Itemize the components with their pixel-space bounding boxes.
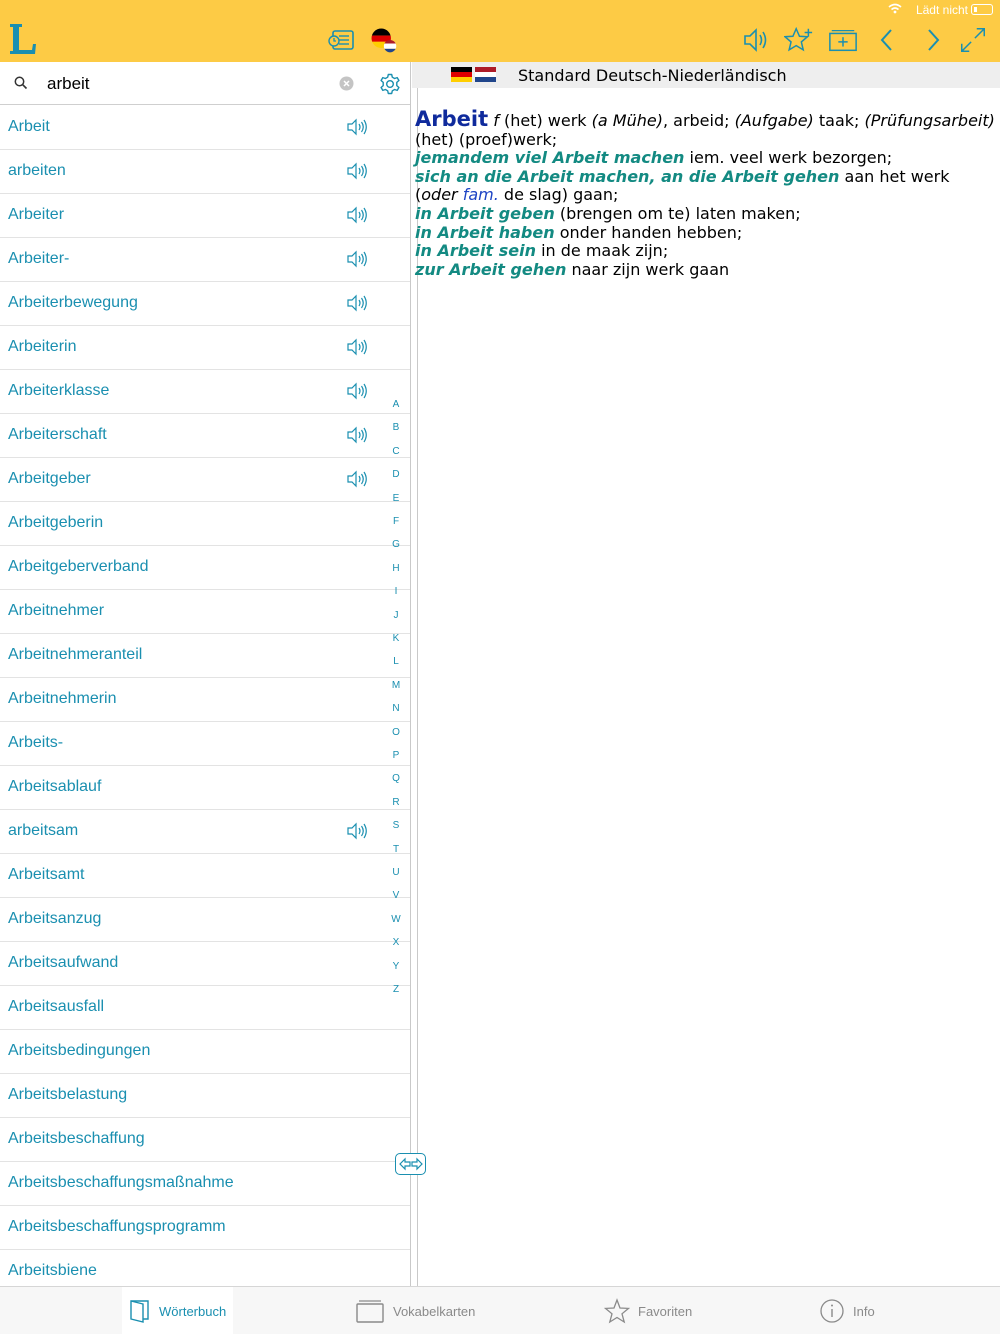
battery-status-label: Lädt nicht: [915, 3, 968, 17]
add-flashcard-icon[interactable]: [828, 24, 858, 56]
gender-label: f: [493, 111, 499, 130]
word-list-item[interactable]: [0, 590, 410, 634]
word-label: Arbeitnehmerin: [8, 690, 117, 707]
word-label: Arbeitsbedingungen: [8, 1042, 151, 1059]
alphabet-index-letter[interactable]: A: [392, 399, 400, 410]
word-label: Arbeitgeber: [8, 470, 91, 487]
alphabet-index-letter[interactable]: M: [391, 679, 401, 691]
word-label: Arbeitsbiene: [8, 1262, 97, 1279]
sense-label: (Aufgabe): [734, 111, 814, 130]
translation: (het) werk: [503, 111, 587, 130]
alphabet-index-letter[interactable]: O: [392, 726, 400, 738]
word-list-item[interactable]: [0, 1030, 410, 1074]
pronunciation-speaker-icon[interactable]: [346, 294, 368, 316]
example-translation: de slag) gaan;: [503, 185, 619, 205]
pronunciation-speaker-icon[interactable]: [346, 470, 368, 492]
alphabet-index-letter[interactable]: H: [392, 562, 400, 574]
word-label: Arbeitsbeschaffung: [8, 1130, 145, 1147]
sense-label: (Prüfungsarbeit): [864, 111, 995, 130]
word-list-item[interactable]: [0, 1074, 410, 1118]
alphabet-index-letter[interactable]: V: [392, 890, 400, 902]
alphabet-index-letter[interactable]: R: [392, 796, 400, 808]
search-icon: [14, 76, 28, 90]
tab-vokabelkarten[interactable]: [355, 1287, 475, 1334]
alphabet-index-letter[interactable]: J: [393, 609, 399, 621]
settings-gear-icon[interactable]: [379, 73, 401, 95]
alphabet-index-letter[interactable]: P: [392, 750, 400, 761]
german-flag-icon: [451, 67, 472, 82]
example-translation: naar zijn werk gaan: [571, 259, 730, 279]
battery-icon: [971, 4, 993, 15]
example-translation: onder handen hebben;: [559, 222, 743, 242]
word-label: Arbeitgeberin: [8, 514, 104, 531]
alphabet-index-letter[interactable]: D: [392, 469, 400, 481]
word-label: Arbeitsablauf: [8, 778, 102, 795]
dictionary-header: [412, 62, 1000, 88]
word-label: Arbeiterin: [8, 338, 77, 355]
tab-favoriten[interactable]: [604, 1287, 692, 1334]
word-list-item[interactable]: [0, 282, 410, 326]
example-phrase: zur Arbeit gehen: [415, 259, 567, 279]
word-label: Arbeit: [8, 118, 50, 135]
clear-search-icon[interactable]: [339, 76, 354, 91]
top-bar: [0, 0, 1000, 62]
word-label: Arbeiterklasse: [8, 382, 110, 399]
headword: Arbeit: [415, 107, 489, 131]
word-list-item[interactable]: [0, 898, 410, 942]
word-label: Arbeitsanzug: [8, 910, 102, 927]
wifi-icon: [888, 3, 902, 14]
sense-label: (a Mühe): [591, 111, 663, 130]
word-label: Arbeits-: [8, 734, 64, 751]
previous-entry-icon[interactable]: [872, 24, 902, 56]
word-list-item[interactable]: [0, 150, 410, 194]
alphabet-index-letter[interactable]: G: [392, 539, 400, 551]
add-favorite-icon[interactable]: [784, 24, 814, 56]
translation: , arbeid;: [662, 111, 730, 130]
word-list-item[interactable]: [0, 678, 410, 722]
alphabet-index-letter[interactable]: I: [394, 586, 398, 598]
alphabet-index-letter[interactable]: S: [392, 820, 400, 832]
word-list-item[interactable]: [0, 854, 410, 898]
register-label: fam.: [462, 185, 499, 205]
tab-bar: [0, 1286, 1000, 1334]
star-icon: [604, 1298, 630, 1324]
language-switch-icon[interactable]: [368, 24, 398, 56]
sense-label: oder: [421, 185, 458, 205]
tab-label: Favoriten: [638, 1303, 693, 1319]
example-translation: iem. veel werk bezorgen;: [689, 148, 893, 168]
word-label: Arbeitgeberverband: [8, 558, 149, 575]
panel-resize-handle[interactable]: [395, 1153, 426, 1175]
tab-info[interactable]: [819, 1287, 875, 1334]
alphabet-index-letter[interactable]: T: [392, 843, 400, 855]
search-bar: [0, 62, 410, 105]
word-label: arbeitsam: [8, 822, 79, 839]
word-list-item[interactable]: [0, 414, 410, 458]
alphabet-index-letter[interactable]: B: [392, 422, 400, 434]
history-icon[interactable]: [326, 24, 356, 56]
example-phrase: in Arbeit haben: [415, 222, 555, 242]
word-label: Arbeitsaufwand: [8, 954, 119, 971]
tab-label: Info: [853, 1303, 875, 1319]
alphabet-index-letter[interactable]: K: [392, 633, 400, 644]
word-label: Arbeitsamt: [8, 866, 85, 883]
alphabet-index-letter[interactable]: Q: [392, 773, 400, 785]
example-phrase: jemandem viel Arbeit machen: [415, 148, 685, 168]
pronunciation-speaker-icon[interactable]: [346, 426, 368, 448]
pronunciation-speaker-icon[interactable]: [346, 206, 368, 228]
dictionary-title: Standard Deutsch-Niederländisch: [518, 66, 787, 85]
alphabet-index-letter[interactable]: L: [393, 656, 399, 668]
word-list-item[interactable]: [0, 238, 410, 282]
speaker-icon[interactable]: [740, 24, 770, 56]
word-list-item[interactable]: [0, 1250, 410, 1286]
word-list-item[interactable]: [0, 106, 410, 150]
word-list-item[interactable]: [0, 942, 410, 986]
word-list-item[interactable]: [0, 194, 410, 238]
alphabet-index-letter[interactable]: E: [392, 492, 400, 504]
word-list-item[interactable]: [0, 458, 410, 502]
alphabet-index-letter[interactable]: Y: [392, 960, 400, 972]
alphabet-index-letter[interactable]: C: [392, 445, 400, 457]
alphabet-index-letter[interactable]: W: [391, 913, 401, 925]
alphabet-index-letter[interactable]: X: [392, 937, 400, 949]
example-phrase: in Arbeit geben: [415, 203, 555, 223]
langenscheidt-logo: [8, 22, 38, 56]
pronunciation-speaker-icon[interactable]: [346, 162, 368, 184]
word-label: Arbeiter: [8, 206, 65, 223]
word-label: Arbeitsausfall: [8, 998, 105, 1015]
tab-label: Wörterbuch: [159, 1303, 227, 1319]
word-label: Arbeitsbeschaffungsprogramm: [8, 1218, 226, 1235]
word-label: Arbeitnehmeranteil: [8, 646, 143, 663]
alphabet-index-letter[interactable]: F: [392, 516, 400, 527]
word-list-item[interactable]: [0, 986, 410, 1030]
word-list-item[interactable]: [0, 326, 410, 370]
translation: taak;: [818, 111, 860, 130]
word-label: Arbeiterbewegung: [8, 294, 138, 311]
alphabet-index-letter[interactable]: N: [392, 703, 400, 715]
word-list-item[interactable]: [0, 546, 410, 590]
word-list-panel: [0, 62, 411, 1286]
alphabet-index-letter[interactable]: Z: [392, 984, 400, 995]
dictionary-entry: [415, 107, 995, 279]
word-list-item[interactable]: [0, 502, 410, 546]
pronunciation-speaker-icon[interactable]: [346, 118, 368, 140]
example-translation: in de maak zijn;: [541, 241, 669, 261]
word-label: Arbeitsbeschaffungsmaßnahme: [8, 1174, 234, 1191]
example-translation: (brengen om te) laten maken;: [559, 203, 801, 223]
word-list-item[interactable]: [0, 722, 410, 766]
double-arrow-icon: [398, 1157, 424, 1171]
word-list-item[interactable]: [0, 1118, 410, 1162]
word-label: Arbeiterschaft: [8, 426, 107, 443]
word-list-item[interactable]: [0, 1162, 410, 1206]
cards-icon: [355, 1298, 385, 1324]
pronunciation-speaker-icon[interactable]: [346, 250, 368, 272]
example-phrase: in Arbeit sein: [415, 241, 536, 261]
word-label: Arbeiter-: [8, 250, 70, 267]
translation: (het) (proef)werk;: [415, 129, 558, 149]
word-list-item[interactable]: [0, 370, 410, 414]
example-translation: aan het werk (: [415, 166, 950, 205]
example-phrase: sich an die Arbeit machen, an die Arbeit gehen: [415, 166, 840, 186]
word-list: [0, 106, 410, 1286]
word-list-item[interactable]: [0, 1206, 410, 1250]
pronunciation-speaker-icon[interactable]: [346, 382, 368, 404]
info-icon: [819, 1298, 845, 1324]
word-list-item[interactable]: [0, 810, 410, 854]
word-label: Arbeitnehmer: [8, 602, 105, 619]
expand-icon[interactable]: [958, 24, 988, 56]
book-icon: [129, 1298, 151, 1324]
word-label: Arbeitsbelastung: [8, 1086, 128, 1103]
tab-woerterbuch[interactable]: [122, 1287, 233, 1334]
tab-label: Vokabelkarten: [393, 1303, 476, 1319]
dutch-flag-icon: [475, 67, 496, 82]
word-list-item[interactable]: [0, 766, 410, 810]
next-entry-icon[interactable]: [918, 24, 948, 56]
alphabet-index-letter[interactable]: U: [392, 867, 400, 878]
word-label: arbeiten: [8, 162, 66, 179]
word-list-item[interactable]: [0, 634, 410, 678]
search-input[interactable]: [47, 71, 327, 97]
pronunciation-speaker-icon[interactable]: [346, 338, 368, 360]
pronunciation-speaker-icon[interactable]: [346, 822, 368, 844]
